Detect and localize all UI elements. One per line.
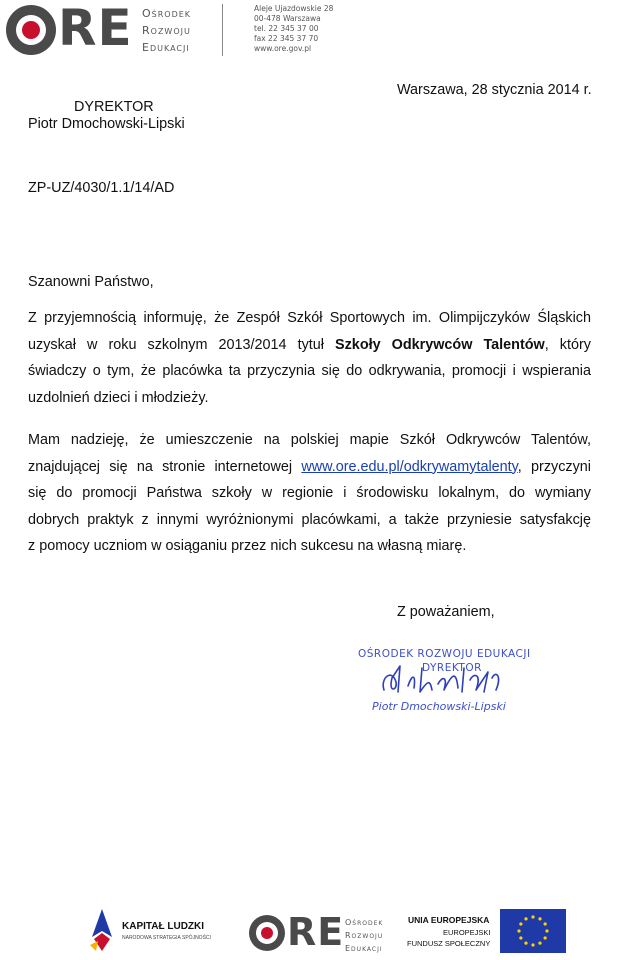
signature-icon [378,660,508,700]
paragraph-2 [28,427,591,560]
footer-org-line-3: Edukacji [345,944,383,953]
eu-title: UNIA EUROPEJSKA [408,915,490,925]
eu-star [519,936,522,939]
footer-org-line-2: Rozwoju [345,931,384,940]
paragraph-1 [28,305,591,411]
address-fax: fax 22 345 37 70 [254,34,319,43]
p2-line-4: dobrych praktyk z innymi wyróżnionymi placówkami, a także przyniesie satysfakcję [28,511,591,528]
p2-line-2: znajdującej się na stronie internetowej www.ore.edu.pl/odkrywamytalenty, przyczyni [28,458,591,475]
address-city: 00-478 Warszawa [254,14,321,23]
p1-line-1: Z przyjemnością informuję, że Zespół Szkół Sportowych im. Olimpijczyków Śląskich [28,310,591,326]
closing: Z poważaniem, [397,604,495,620]
p1-line-2: uzyskał w roku szkolnym 2013/2014 tytuł Szkoły Odkrywców Talentów, który [28,336,591,353]
org-name-line-1: Ośrodek [142,7,192,20]
eu-star [519,922,522,925]
address-phone: tel. 22 345 37 00 [254,24,319,33]
eu-star [531,915,534,918]
award-title: Szkoły Odkrywców Talentów [335,336,545,353]
letterhead-divider [222,4,223,56]
kapital-ludzki-subtitle: NARODOWA STRATEGIA SPÓJNOŚCI [122,935,211,941]
kapital-ludzki-title: KAPITAŁ LUDZKI [122,921,205,932]
kapital-ludzki-logo-icon [88,907,116,953]
odkrywamytalenty-link[interactable]: www.ore.edu.pl/odkrywamytalenty [301,458,518,475]
eu-star [531,943,534,946]
letterhead [0,0,340,62]
eu-star [517,929,520,932]
eu-star [524,942,527,945]
logo-text: RE [58,0,133,57]
org-name-line-3: Edukacji [142,41,190,54]
address-street: Aleje Ujazdowskie 28 [254,4,334,13]
stamp-name: Piotr Dmochowski-Lipski [372,700,506,713]
eu-star [544,922,547,925]
eu-subtitle-1: EUROPEJSKI [443,928,491,937]
footer-org-line-1: Ośrodek [345,918,384,927]
org-name-line-2: Rozwoju [142,24,191,37]
stamp-role: DYREKTOR [422,662,482,674]
p1-line-4: uzdolnień dzieci i młodzieży. [28,389,209,406]
reference-number: ZP-UZ/4030/1.1/14/AD [28,180,175,196]
sender-title: DYREKTOR [74,99,154,115]
p2-line-3: się do promocji Państwa szkoły w regionie i środowisku lokalnym, do wymiany [28,485,591,501]
address-website: www.ore.gov.pl [254,44,312,53]
p2-line-1: Mam nadzieję, że umieszczenie na polskiej mapie Szkół Odkrywców Talentów, [28,432,591,448]
sender-name: Piotr Dmochowski-Lipski [28,116,185,132]
eu-flag-icon [500,909,566,953]
eu-star [545,929,548,932]
eu-subtitle-2: FUNDUSZ SPOŁECZNY [407,939,491,948]
eu-star [524,917,527,920]
p1-line-3: świadczy o tym, że placówka ta przyczynia się do odkrywania, promocji i wspierania [28,363,591,379]
eu-star [538,917,541,920]
footer-ore-logo-icon [249,915,285,951]
director-stamp [358,648,558,724]
ore-logo-icon [6,5,56,55]
stamp-org: OŚRODEK ROZWOJU EDUKACJI [358,648,531,660]
footer [0,905,625,960]
eu-star [538,942,541,945]
salutation: Szanowni Państwo, [28,274,154,290]
letterhead-address [254,4,333,54]
footer-ore-text: RE [287,910,345,954]
p2-line-5: z pomocy uczniom w osiąganiu przez nich sukcesu na własną miarę. [28,538,467,554]
date-line: Warszawa, 28 stycznia 2014 r. [397,82,592,98]
eu-star [544,936,547,939]
